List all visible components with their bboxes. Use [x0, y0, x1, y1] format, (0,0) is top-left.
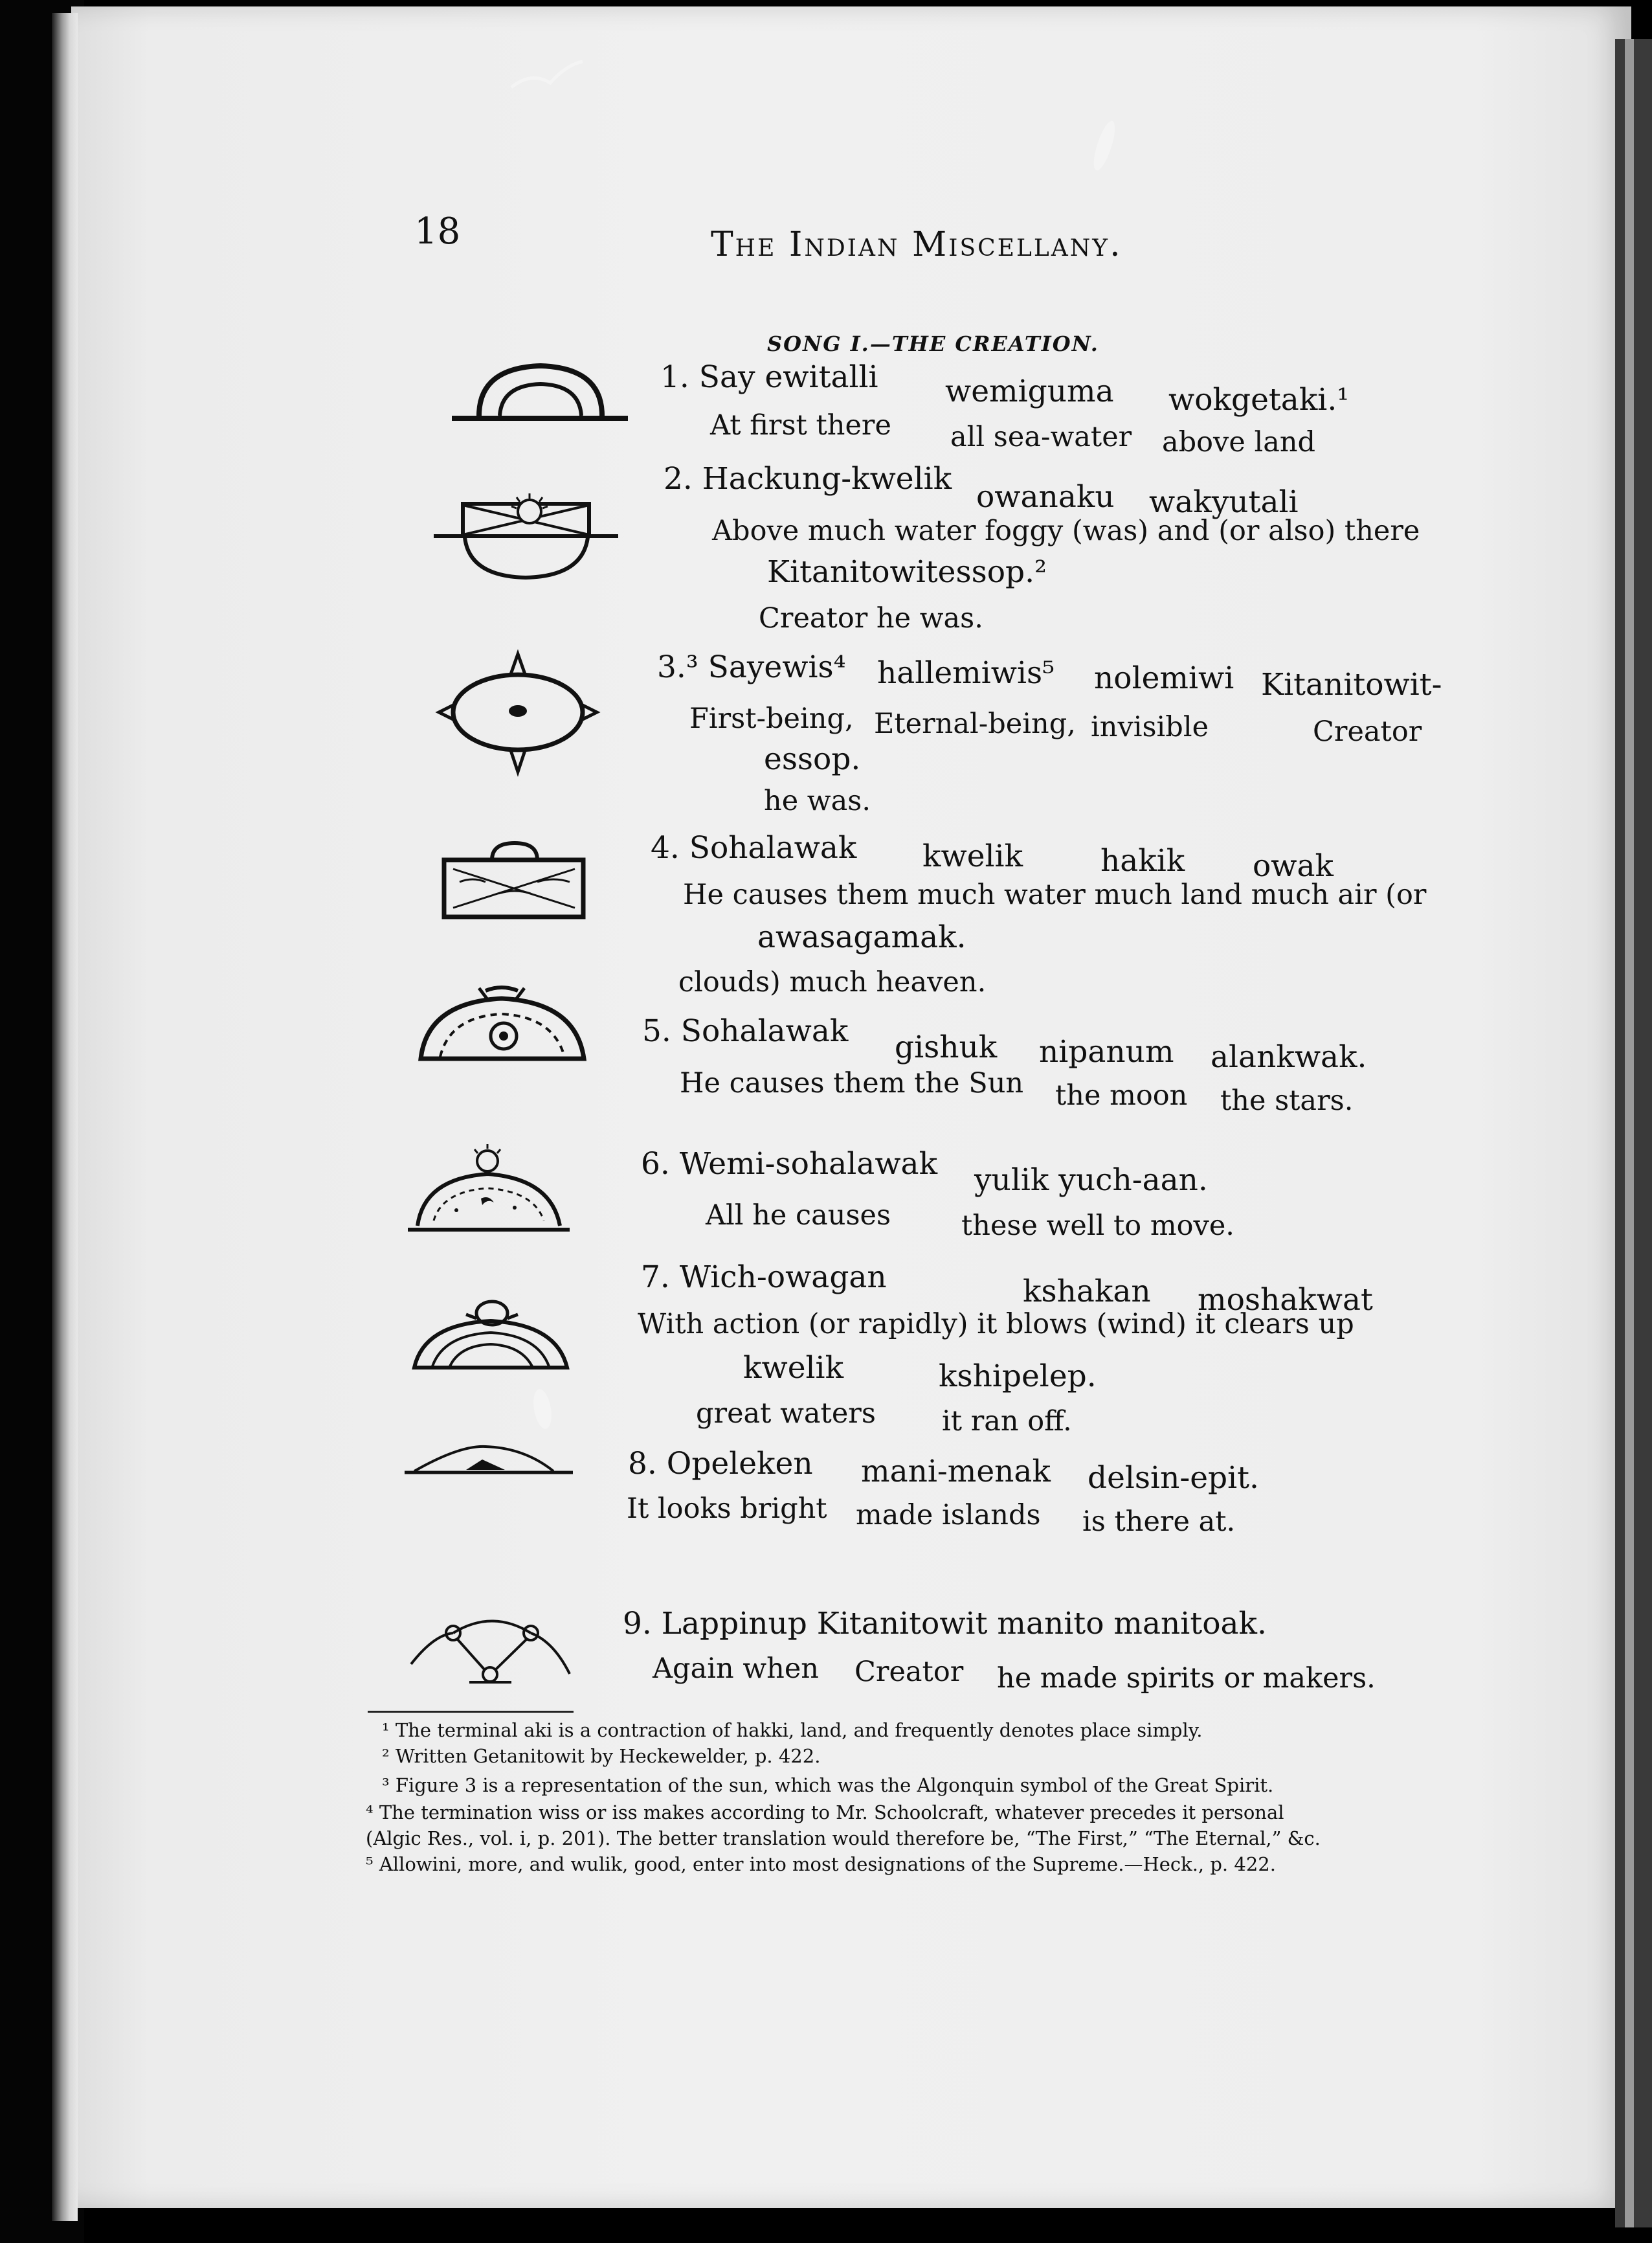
- footnote-2: ² Written Getanitowit by Heckewelder, p. 422.: [382, 1745, 821, 1767]
- verse-3-native-3: nolemiwi: [1094, 660, 1234, 696]
- verse-2-native-1: 2. Hackung-kwelik: [664, 461, 952, 497]
- verse-6-english-1: All he causes: [706, 1199, 891, 1232]
- verse-5-native-1: 5. Sohalawak: [642, 1013, 849, 1049]
- verse-7-native-1: 7. Wich-owagan: [641, 1259, 887, 1295]
- verse-3-english-3: invisible: [1091, 711, 1209, 743]
- verse-2-english-1: Above much water foggy (was) and (or also) there: [712, 515, 1420, 547]
- moving-heavens-glyph: [405, 1143, 573, 1237]
- footnote-3: ³ Figure 3 is a representation of the sun, which was the Algonquin symbol of the Great Spirit.: [382, 1774, 1274, 1796]
- verse-4-native-4: owak: [1253, 848, 1334, 884]
- verse-2-native-cont: Kitanitowitessop.²: [767, 554, 1047, 590]
- verse-5-native-3: nipanum: [1039, 1034, 1174, 1070]
- verse-3-english-4: Creator: [1313, 716, 1422, 748]
- running-head: The Indian Miscellany.: [711, 225, 1122, 264]
- verse-6-english-2: these well to move.: [961, 1210, 1234, 1242]
- footnote-rule: [368, 1711, 574, 1713]
- footnote-1: ¹ The terminal aki is a contraction of hakki, land, and frequently denotes place simply.: [382, 1719, 1203, 1741]
- spirits-glyph: [408, 1612, 576, 1687]
- verse-4-english-1: He causes them much water much land much air (or: [683, 879, 1427, 911]
- verse-3-english-cont: he was.: [764, 785, 871, 817]
- verse-8-english-3: is there at.: [1082, 1505, 1236, 1538]
- verse-1-native-2: wemiguma: [945, 374, 1114, 409]
- verse-8-native-2: mani-menak: [861, 1454, 1051, 1489]
- verse-6-native-2: yulik yuch-aan.: [974, 1162, 1208, 1198]
- verse-8-native-1: 8. Opeleken: [628, 1446, 813, 1482]
- verse-2-native-2: owanaku: [976, 479, 1115, 515]
- verse-9-english-3: he made spirits or makers.: [997, 1662, 1376, 1695]
- verse-3-native-4: Kitanitowit-: [1261, 667, 1442, 703]
- sun-moon-stars-glyph: [414, 984, 589, 1068]
- verse-4-native-cont: awasagamak.: [757, 919, 966, 955]
- verse-4-native-2: kwelik: [922, 839, 1023, 874]
- verse-7-english-cont-2: it ran off.: [942, 1405, 1072, 1437]
- verse-3-native-1: 3.³ Sayewis⁴: [657, 649, 846, 685]
- verse-7-english-1: With action (or rapidly) it blows (wind) it clears up: [638, 1308, 1354, 1340]
- verse-1-english-3: above land: [1162, 426, 1316, 458]
- verse-3-native-2: hallemiwis⁵: [877, 655, 1055, 691]
- verse-9-english-1: Again when: [653, 1652, 819, 1685]
- page-edge: [52, 13, 78, 2221]
- verse-2-native-3: wakyutali: [1149, 484, 1299, 520]
- verse-6-native-1: 6. Wemi-sohalawak: [641, 1146, 938, 1182]
- verse-7-native-3: moshakwat: [1198, 1282, 1373, 1318]
- verse-8-english-2: made islands: [856, 1499, 1041, 1531]
- verse-5-english-3: the stars.: [1220, 1085, 1354, 1117]
- verse-3-native-cont: essop.: [764, 741, 861, 777]
- verse-7-native-2: kshakan: [1023, 1274, 1151, 1309]
- verse-5-native-2: gishuk: [895, 1030, 998, 1065]
- sun-with-spikes-glyph: [434, 648, 602, 777]
- verse-1-english-2: all sea-water: [950, 421, 1132, 453]
- verse-1-native-3: wokgetaki.¹: [1168, 382, 1350, 418]
- scan-scribble: [505, 52, 596, 104]
- verse-9-native-1: 9. Lappinup Kitanitowit manito manitoak.: [623, 1606, 1267, 1641]
- verse-8-native-3: delsin-epit.: [1088, 1460, 1259, 1496]
- rainbow-arch-glyph: [447, 356, 634, 427]
- verse-7-native-cont-2: kshipelep.: [939, 1358, 1097, 1394]
- verse-7-english-cont-1: great waters: [696, 1397, 876, 1430]
- verse-2-english-cont: Creator he was.: [759, 602, 983, 635]
- verse-5-native-4: alankwak.: [1211, 1039, 1367, 1075]
- verse-4-native-3: hakik: [1100, 843, 1185, 879]
- verse-8-english-1: It looks bright: [627, 1493, 827, 1525]
- page-number: 18: [414, 210, 461, 253]
- footnote-4-cont: (Algic Res., vol. i, p. 201). The better translation would therefore be, “The First,” “The Eternal,” &c.: [366, 1827, 1321, 1849]
- verse-4-english-cont: clouds) much heaven.: [678, 966, 987, 998]
- verse-4-native-1: 4. Sohalawak: [651, 830, 857, 866]
- verse-3-english-1: First-being,: [689, 703, 854, 735]
- footnote-4: ⁴ The termination wiss or iss makes according to Mr. Schoolcraft, whatever precedes it personal: [366, 1801, 1284, 1823]
- footnote-5: ⁵ Allowini, more, and wulik, good, enter into most designations of the Supreme.—Heck., p. 422.: [366, 1853, 1276, 1875]
- verse-1-native-1: 1. Say ewitalli: [660, 359, 878, 395]
- wind-clearing-glyph: [408, 1295, 573, 1379]
- sun-above-water-glyph: [434, 479, 621, 583]
- right-page-edge-highlight: [1625, 39, 1634, 2227]
- verse-9-english-2: Creator: [854, 1656, 964, 1688]
- verse-3-english-2: Eternal-being,: [874, 708, 1076, 740]
- verse-7-native-cont-1: kwelik: [743, 1350, 844, 1386]
- earth-water-sky-glyph: [440, 835, 589, 932]
- verse-5-english-1: He causes them the Sun: [680, 1067, 1024, 1099]
- verse-5-english-2: the moon: [1055, 1079, 1188, 1112]
- song-title: SONG I.—THE CREATION.: [767, 332, 1099, 356]
- islands-glyph: [401, 1437, 576, 1483]
- verse-1-english-1: At first there: [710, 409, 891, 442]
